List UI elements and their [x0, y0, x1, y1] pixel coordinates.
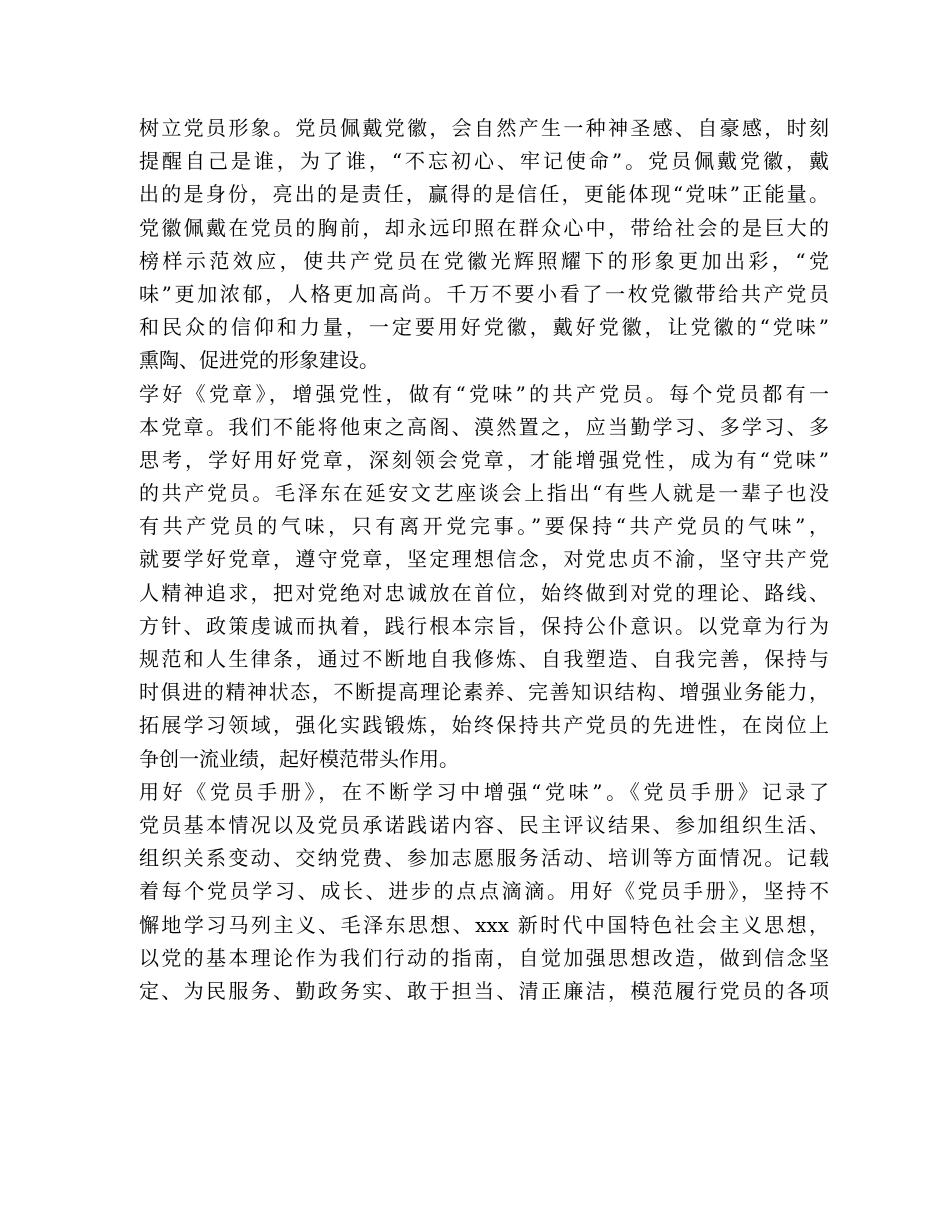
- text-line: 组织关系变动、交纳党费、参加志愿服务活动、培训等方面情况。记载: [139, 846, 829, 871]
- text-line: 党徽佩戴在党员的胸前，却永远印照在群众心中，带给社会的是巨大的: [139, 215, 829, 240]
- text-line: 着每个党员学习、成长、进步的点点滴滴。用好《党员手册》，坚持不: [139, 879, 829, 904]
- text-line: 规范和人生律条，通过不断地自我修炼、自我塑造、自我完善，保持与: [139, 647, 829, 671]
- text-line: 榜样示范效应，使共产党员在党徽光辉照耀下的形象更加出彩，“党: [139, 248, 829, 273]
- text-line: 以党的基本理论作为我们行动的指南，自觉加强思想改造，做到信念坚: [139, 945, 829, 970]
- text-line: 用好《党员手册》，在不断学习中增强“党味”。《党员手册》记录了: [139, 779, 829, 804]
- text-line: 就要学好党章，遵守党章，坚定理想信念，对党忠贞不渝，坚守共产党: [139, 547, 829, 572]
- paragraph-member-handbook: [139, 776, 829, 1008]
- paragraph-party-constitution: [139, 378, 829, 776]
- text-line: 人精神追求，把对党绝对忠诚放在首位，始终做到对党的理论、路线、: [139, 580, 829, 605]
- text-line: 学好《党章》，增强党性，做有“党味”的共产党员。每个党员都有一: [139, 381, 829, 406]
- text-line: 出的是身份，亮出的是责任，赢得的是信任，更能体现“党味”正能量。: [139, 182, 829, 207]
- text-line: 本党章。我们不能将他束之高阁、漠然置之，应当勤学习、多学习、多: [139, 414, 829, 439]
- text-line: 有共产党员的气味，只有离开党完事。”要保持“共产党员的气味”，: [139, 514, 829, 539]
- text-line: 拓展学习领域，强化实践锻炼，始终保持共产党员的先进性，在岗位上: [139, 713, 829, 738]
- text-line: 味”更加浓郁，人格更加高尚。千万不要小看了一枚党徽带给共产党员: [139, 281, 829, 306]
- text-line: 懈地学习马列主义、毛泽东思想、xxx 新时代中国特色社会主义思想，: [139, 912, 829, 937]
- text-line: 和民众的信仰和力量，一定要用好党徽，戴好党徽，让党徽的“党味”: [139, 315, 829, 340]
- text-line: 时俱进的精神状态，不断提高理论素养、完善知识结构、增强业务能力，: [139, 680, 829, 705]
- document-body: [139, 112, 829, 1008]
- text-line: 思考，学好用好党章，深刻领会党章，才能增强党性，成为有“党味”: [139, 447, 829, 472]
- text-line: 的共产党员。毛泽东在延安文艺座谈会上指出“有些人就是一辈子也没: [139, 481, 829, 506]
- text-line: 党员基本情况以及党员承诺践诺内容、民主评议结果、参加组织生活、: [139, 812, 829, 837]
- paragraph-party-badge: [139, 112, 829, 378]
- text-line: 提醒自己是谁，为了谁，“不忘初心、牢记使命”。党员佩戴党徽，戴: [139, 149, 829, 174]
- text-line: 定、为民服务、勤政务实、敢于担当、清正廉洁，模范履行党员的各项: [139, 978, 829, 1003]
- text-line: 熏陶、促进党的形象建设。: [139, 348, 379, 373]
- text-line: 争创一流业绩，起好模范带头作用。: [139, 746, 459, 771]
- text-line: 树立党员形象。党员佩戴党徽，会自然产生一种神圣感、自豪感，时刻: [139, 116, 829, 140]
- text-line: 方针、政策虔诚而执着，践行根本宗旨，保持公仆意识。以党章为行为: [139, 613, 829, 638]
